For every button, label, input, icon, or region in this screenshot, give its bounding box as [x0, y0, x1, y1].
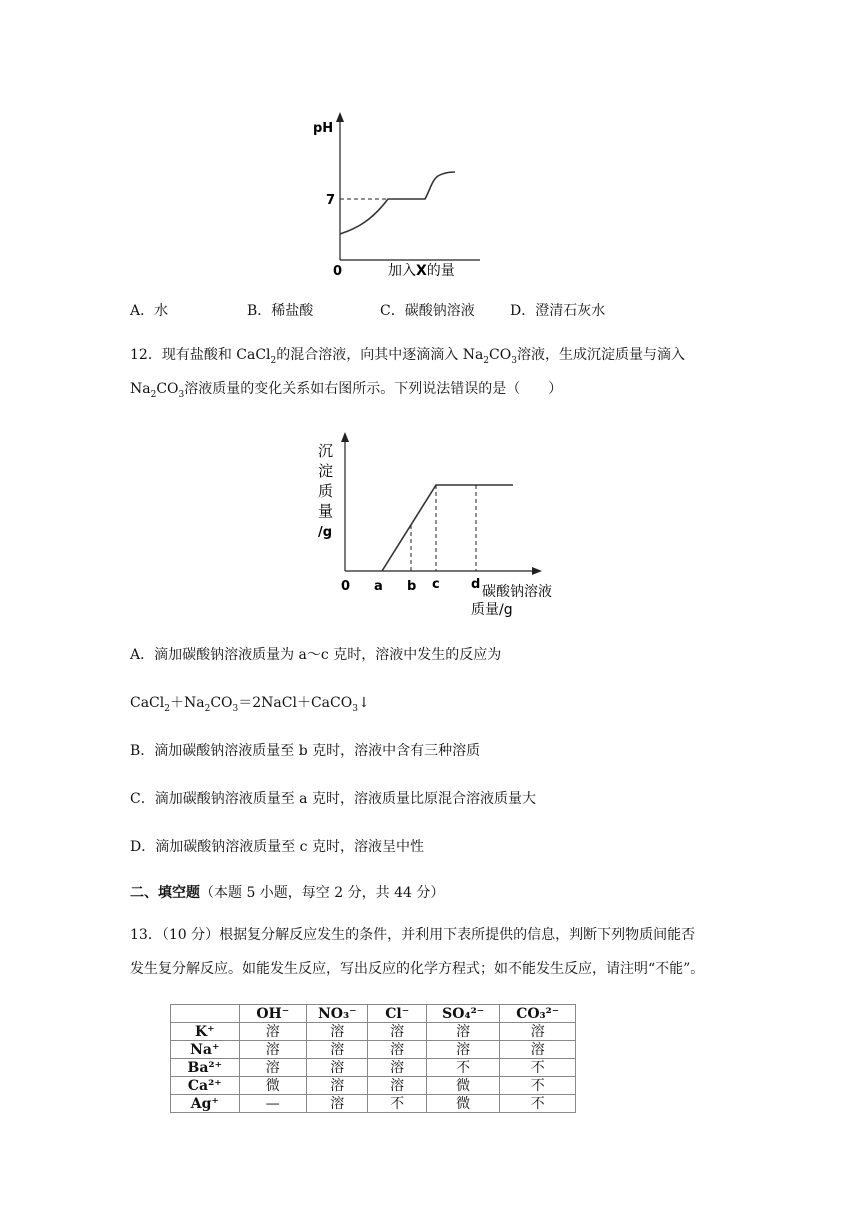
- table-cell: 溶: [307, 1077, 368, 1095]
- section-2-note: （本题 5 小题，每空 2 分，共 44 分）: [200, 885, 445, 901]
- section-2-heading: [130, 883, 444, 903]
- q12-option-a-equation: $CaCl_2+Na_2CO_3=2NaCl+CaCO_3↓$: [130, 695, 370, 714]
- q11-options: [130, 301, 730, 321]
- q13-stem-line2: 发生复分解反应。如能发生反应，写出反应的化学方程式；如不能发生反应，请注明“不能”。: [130, 961, 705, 977]
- q12-option-a[interactable]: A．滴加碳酸钠溶液质量为 a～c 克时，溶液中发生的反应为: [130, 647, 502, 663]
- table-cell: 溶: [307, 1041, 368, 1059]
- precip-x-c: c: [432, 577, 440, 592]
- table-cell: —: [239, 1095, 307, 1113]
- q11-option-c[interactable]: C．碳酸钠溶液: [380, 303, 475, 319]
- q11-option-b[interactable]: B．稀盐酸: [247, 303, 314, 319]
- ph-chart-origin: 0: [333, 264, 343, 279]
- table-cell: 溶: [307, 1059, 368, 1077]
- table-cell: 溶: [426, 1023, 500, 1041]
- ph-chart-ylabel: pH: [313, 121, 334, 136]
- ph-chart-xlabel: 加入X的量: [388, 263, 455, 279]
- table-cell: 不: [500, 1095, 576, 1113]
- ph-chart-7-label: 7: [326, 193, 336, 208]
- precip-curve: [382, 485, 513, 571]
- table-cell: 溶: [426, 1041, 500, 1059]
- table-cell: 不: [426, 1059, 500, 1077]
- table-header-cell: SO₄²⁻: [426, 1005, 500, 1023]
- q13-stem-line1: 13．（10 分）根据复分解反应发生的条件，并利用下表所提供的信息，判断下列物质间能否: [130, 927, 696, 943]
- table-row-ion: Ca²⁺: [171, 1077, 240, 1095]
- ph-chart-y-arrow: [336, 112, 344, 122]
- table-cell: 溶: [239, 1023, 307, 1041]
- q12-option-d[interactable]: D．滴加碳酸钠溶液质量至 c 克时，溶液呈中性: [130, 839, 424, 855]
- solubility-table: [170, 1004, 576, 1113]
- table-row-ion: Na⁺: [171, 1041, 240, 1059]
- precip-x-a: a: [374, 579, 383, 594]
- section-2-title: 二、填空题: [130, 885, 200, 901]
- precip-xlabel-2: 质量/g: [471, 602, 513, 618]
- table-header-row: [171, 1005, 576, 1023]
- table-cell: 溶: [368, 1059, 426, 1077]
- table-cell: 溶: [500, 1041, 576, 1059]
- q12-option-b[interactable]: B．滴加碳酸钠溶液质量至 b 克时，溶液中含有三种溶质: [130, 743, 481, 759]
- table-cell: 溶: [239, 1059, 307, 1077]
- q12-option-c[interactable]: C．滴加碳酸钠溶液质量至 a 克时，溶液质量比原混合溶液质量大: [130, 791, 536, 807]
- precipitate-chart: [312, 428, 572, 620]
- table-header-cell: OH⁻: [239, 1005, 307, 1023]
- table-header-cell: Cl⁻: [368, 1005, 426, 1023]
- precip-ylabel-1: 沉: [318, 442, 334, 460]
- table-cell: 微: [426, 1077, 500, 1095]
- table-cell: 溶: [239, 1041, 307, 1059]
- precip-ylabel-3: 质: [318, 482, 334, 500]
- table-corner-cell: [171, 1005, 240, 1023]
- precip-ylabel-5: /g: [318, 525, 333, 540]
- table-cell: 溶: [307, 1095, 368, 1113]
- ph-chart: [300, 108, 490, 283]
- table-cell: 溶: [368, 1023, 426, 1041]
- precip-origin: 0: [341, 579, 351, 594]
- table-row: [171, 1059, 576, 1077]
- table-row: [171, 1041, 576, 1059]
- table-cell: 溶: [368, 1041, 426, 1059]
- table-cell: 微: [239, 1077, 307, 1095]
- precip-x-d: d: [471, 577, 481, 592]
- table-header-cell: NO₃⁻: [307, 1005, 368, 1023]
- table-header-cell: CO₃²⁻: [500, 1005, 576, 1023]
- table-row: [171, 1077, 576, 1095]
- table-cell: 不: [500, 1077, 576, 1095]
- table-row-ion: Ag⁺: [171, 1095, 240, 1113]
- precip-ylabel-4: 量: [318, 502, 334, 520]
- table-cell: 微: [426, 1095, 500, 1113]
- table-cell: 溶: [368, 1077, 426, 1095]
- precip-xlabel-1: 碳酸钠溶液: [482, 584, 552, 600]
- q12-stem-line1: 12．现有盐酸和 CaCl$_2$的混合溶液，向其中逐滴滴入 $Na_2CO_3$溶液，生成沉淀质量与滴入: [130, 347, 685, 366]
- table-row-ion: K⁺: [171, 1023, 240, 1041]
- precip-chart-x-arrow: [532, 567, 542, 575]
- table-row-ion: Ba²⁺: [171, 1059, 240, 1077]
- precip-x-b: b: [407, 579, 417, 594]
- precip-chart-y-arrow: [341, 432, 349, 442]
- q11-option-d[interactable]: D．澄清石灰水: [510, 303, 606, 319]
- table-row: [171, 1023, 576, 1041]
- table-row: [171, 1095, 576, 1113]
- table-cell: 溶: [307, 1023, 368, 1041]
- q12-stem-line2: $Na_2CO_3$溶液质量的变化关系如右图所示。下列说法错误的是（ ）: [130, 381, 563, 400]
- precip-ylabel-2: 淀: [318, 462, 334, 480]
- table-cell: 溶: [500, 1023, 576, 1041]
- table-cell: 不: [500, 1059, 576, 1077]
- q11-option-a[interactable]: A．水: [130, 303, 169, 319]
- ph-curve: [340, 172, 455, 234]
- table-cell: 不: [368, 1095, 426, 1113]
